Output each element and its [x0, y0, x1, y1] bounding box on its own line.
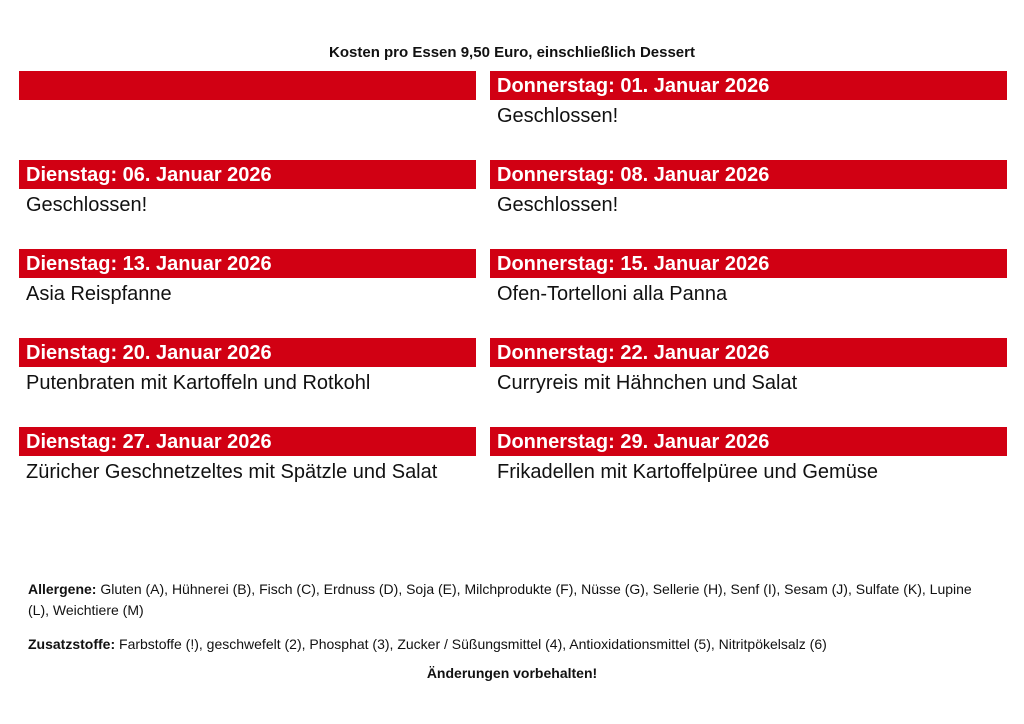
allergens-note: [28, 579, 993, 621]
additives-text: Farbstoffe (!), geschwefelt (2), Phosphat (3), Zucker / Süßungsmittel (4), Antioxidationsmittel (5), Nitritpökelsalz (6): [119, 636, 827, 652]
day-header-bar: Donnerstag: 08. Januar 2026: [490, 160, 1007, 189]
meal-text: Asia Reispfanne: [26, 283, 172, 305]
day-block-tue-20: [19, 338, 476, 398]
allergens-label: Allergene:: [28, 581, 97, 597]
day-header-bar: Donnerstag: 29. Januar 2026: [490, 427, 1007, 456]
additives-label: Zusatzstoffe:: [28, 636, 116, 652]
meal-text: Frikadellen mit Kartoffelpüree und Gemüse: [497, 461, 878, 483]
day-header-bar: Dienstag: 13. Januar 2026: [19, 249, 476, 278]
day-block-thu-29: [490, 427, 1007, 487]
day-header-bar: Donnerstag: 22. Januar 2026: [490, 338, 1007, 367]
day-block-thu-08: [490, 160, 1007, 220]
day-header-bar: Dienstag: 27. Januar 2026: [19, 427, 476, 456]
meal-text: Putenbraten mit Kartoffeln und Rotkohl: [26, 372, 371, 394]
day-header-bar: Dienstag: 20. Januar 2026: [19, 338, 476, 367]
day-block-thu-22: [490, 338, 1007, 398]
meal-text: Geschlossen!: [26, 194, 148, 216]
day-block-empty: [19, 71, 476, 101]
day-block-thu-01: [490, 71, 1007, 131]
day-block-tue-13: [19, 249, 476, 309]
meal-text: Ofen-Tortelloni alla Panna: [497, 283, 728, 305]
allergens-text: Gluten (A), Hühnerei (B), Fisch (C), Erdnuss (D), Soja (E), Milchprodukte (F), Nüsse (G), Sellerie (H), Senf (I), Sesam (J), Sulfate (K), Lupine (L), Weichtiere (M): [28, 581, 972, 618]
day-header-bar: Dienstag: 06. Januar 2026: [19, 160, 476, 189]
day-block-tue-27: [19, 427, 476, 487]
day-block-thu-15: [490, 249, 1007, 309]
changes-note: Änderungen vorbehalten!: [426, 665, 598, 681]
page-title: Kosten pro Essen 9,50 Euro, einschließlich Dessert: [329, 44, 695, 61]
additives-note: [28, 634, 993, 655]
day-header-bar: [19, 71, 476, 100]
day-header-bar: Donnerstag: 15. Januar 2026: [490, 249, 1007, 278]
meal-text: Curryreis mit Hähnchen und Salat: [497, 372, 798, 394]
meal-text: Züricher Geschnetzeltes mit Spätzle und Salat: [26, 461, 438, 483]
meal-text: Geschlossen!: [497, 105, 619, 127]
meal-text: Geschlossen!: [497, 194, 619, 216]
day-block-tue-06: [19, 160, 476, 220]
day-header-bar: Donnerstag: 01. Januar 2026: [490, 71, 1007, 100]
